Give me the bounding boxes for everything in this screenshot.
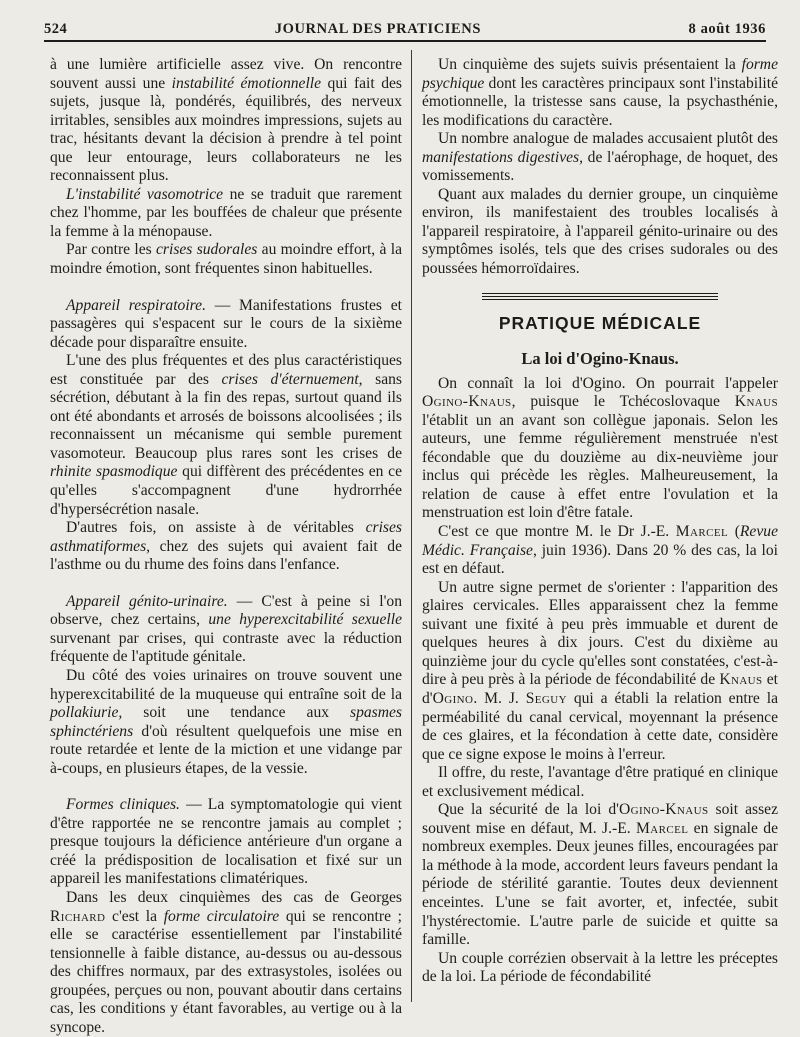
- section-title: PRATIQUE MÉDICALE: [498, 312, 702, 333]
- paragraph: Un nombre analogue de malades accusaient plutôt des manifestations digestives, de l'aérophage, de hoquet, des vomissements.: [422, 130, 778, 185]
- paragraph: Dans les deux cinquièmes des cas de Georges Richard c'est la forme circulatoire qui se rencontre ; elle se caractérise essentiellement par l'instabilité tensionnelle à faible distance, au-dessus ou au-dessous des chiffres normaux, par des extrasystoles, isolées ou groupées, perçues ou non, pouvant aboutir dans certains cas, les conditions y étant favorables, au vertige ou à la syncope.: [50, 888, 402, 1036]
- issue-date: 8 août 1936: [688, 21, 766, 37]
- paragraph: On connaît la loi d'Ogino. On pourrait l'appeler Ogino-Knaus, puisque le Tchécoslovaque Knaus l'établit un an avant son collègue japonais. Selon les auteurs, une femme régulièrement menstruée n'est fécondable que du douzième au dix-neuvième jour inclus qui précède les règles. Malheureusement, la relation de cause à effet entre l'ovulation et la menstruation est loin d'être fatale.: [422, 374, 778, 522]
- article-title: La loi d'Ogino-Knaus.: [521, 349, 679, 369]
- header-rule: [44, 40, 766, 42]
- column-divider: [411, 50, 412, 1002]
- paragraph: C'est ce que montre M. le Dr J.-E. Marcel (Revue Médic. Française, juin 1936). Dans 20 % des cas, la loi est en défaut.: [422, 523, 778, 578]
- paragraph: L'une des plus fréquentes et des plus caractéristiques est constituée par des crises d'éternuement, sans sécrétion, débutant à la fin des repas, surtout quand ils ont été abondants et arrosés de boissons alcoolisées ; ils reconnaissent un mécanisme qui semble purement vasomoteur. Beaucoup plus rares sont les crises de rhinite spasmodique qui diffèrent des précédentes en ce qu'elles s'accompagnent d'une hydrorrhée d'hypersécrétion nasale.: [50, 352, 402, 518]
- page-header: [44, 16, 766, 38]
- paragraph: Que la sécurité de la loi d'Ogino-Knaus soit assez souvent mise en défaut, M. J.-E. Marcel en signale de nombreux exemples. Deux jeunes filles, encouragées par la méthode à la mode, accordent leurs faveurs pendant la période de stérilité garantie. Toutes deux deviennent enceintes. L'une se fait avorter, et, infectée, subit l'hystérectomie. L'autre parle de suicide et quitte sa famille.: [422, 801, 778, 949]
- right-column: [422, 56, 778, 987]
- paragraph: D'autres fois, on assiste à de véritables crises asthmatiformes, chez des sujets qui avaient fait de l'asthme ou du rhume des foins dans l'enfance.: [50, 519, 402, 574]
- paragraph: à une lumière artificielle assez vive. On rencontre souvent aussi une instabilité émotionnelle qui fait des sujets, jusque là, pondérés, équilibrés, des nerveux irritables, sensibles aux moindres impressions, sujets au trac, hésitants devant la décision à prendre à tel point que leur entourage, leurs collaborateurs ne les reconnaissent plus.: [50, 56, 402, 185]
- page-number: 524: [44, 21, 68, 37]
- paragraph-clinical-forms: Formes cliniques. — La symptomatologie qui vient d'être rapportée ne se rencontre jamais au complet ; presque toujours la déficience antérieure d'un organe a créé la prédisposition de localisation et fixé sur un appareil les manifestations climatériques.: [50, 796, 402, 888]
- paragraph-respiratory: Appareil respiratoire. — Manifestations frustes et passagères qui s'espacent sur le cours de la sixième décade pour disparaître ensuite.: [50, 296, 402, 351]
- left-column: [50, 56, 402, 1037]
- paragraph-genito-urinary: Appareil génito-urinaire. — C'est à peine si l'on observe, chez certains, une hyperexcitabilité sexuelle survenant par crises, qui contraste avec la réduction fréquente de l'aptitude génitale.: [50, 592, 403, 666]
- paragraph: Un autre signe permet de s'orienter : l'apparition des glaires cervicales. Elles apparaissent chez la femme suivant une fixité à peu près immuable et durent de quelques heures à dix jours. C'est du dixième au quinzième jour du cycle qu'elles sont constatées, c'est-à-dire à peu près à la période de fécondabilité de Knaus et d'Ogino. M. J. Seguy qui a établi la relation entre la perméabilité du canal cervical, moyennant la présence de ces glaires, et la fécondation à cette date, considère que ce signe expose le moins à l'erreur.: [422, 578, 778, 763]
- paragraph: Quant aux malades du dernier groupe, un cinquième environ, ils manifestaient des troubles localisés à l'appareil respiratoire, à l'appareil génito-urinaire ou des symptômes isolés, tels que des crises sudorales ou des poussées hémorroïdaires.: [422, 185, 778, 278]
- paragraph: Du côté des voies urinaires on trouve souvent une hyperexcitabilité de la muqueuse qui entraîne soit de la pollakiurie, soit une tendance aux spasmes sphinctériens d'où résultent quelquefois une mise en route retardée et lente de la miction et une vidange par à-coups, en plusieurs étapes, de la vessie.: [50, 666, 402, 777]
- paragraph: Un couple corrézien observait à la lettre les préceptes de la loi. La période de fécondabilité: [422, 949, 778, 986]
- section-separator: [482, 293, 718, 300]
- paragraph: Un cinquième des sujets suivis présentaient la forme psychique dont les caractères principaux sont l'instabilité émotionnelle, la tristesse sans cause, la psychasthénie, les modifications du caractère.: [422, 56, 778, 129]
- paragraph: Par contre les crises sudorales au moindre effort, à la moindre émotion, sont fréquentes sinon habituelles.: [50, 241, 402, 278]
- paragraph: Il offre, du reste, l'avantage d'être pratiqué en clinique et exclusivement médical.: [422, 764, 778, 800]
- paragraph: L'instabilité vasomotrice ne se traduit que rarement chez l'homme, par les bouffées de chaleur que présente la femme à la ménopause.: [50, 185, 402, 240]
- journal-title: JOURNAL DES PRATICIENS: [274, 21, 482, 37]
